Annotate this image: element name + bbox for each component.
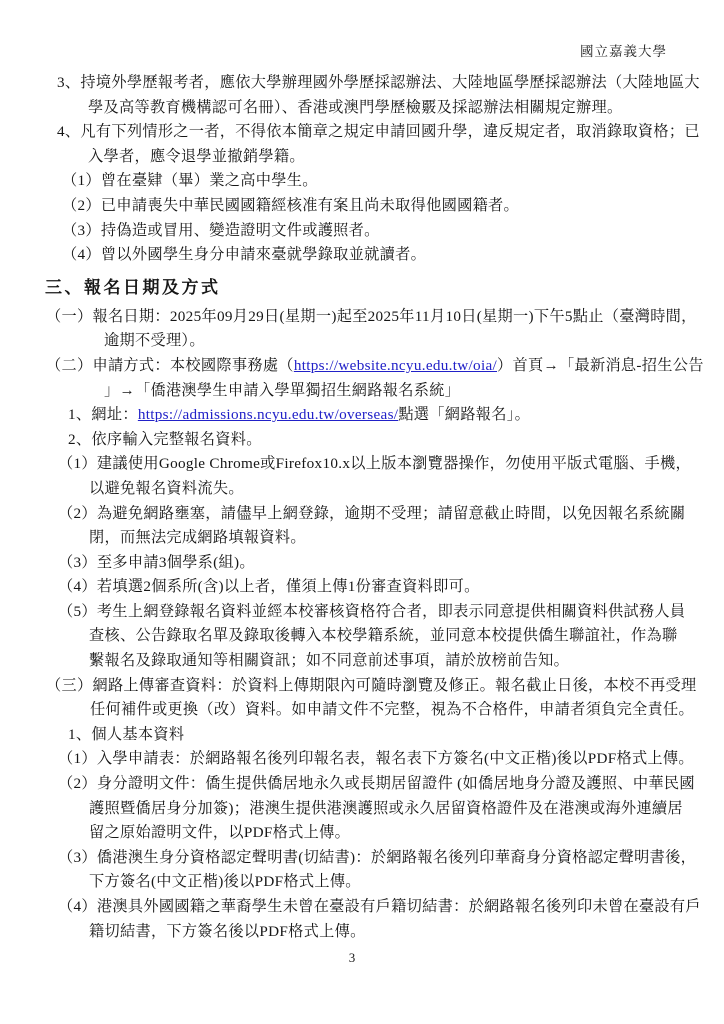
paragraph: （2）已申請喪失中華民國國籍經核准有案且尚未取得他國國籍者。 xyxy=(62,196,520,214)
paragraph: （1）建議使用Google Chrome或Firefox10.x以上版本瀏覽器操作，勿使用平版式電腦、手機， 以避免報名資料流失。 xyxy=(58,455,691,497)
document-body xyxy=(0,71,724,944)
paragraph: （3）持偽造或冒用、變造證明文件或護照者。 xyxy=(62,221,380,239)
paragraph: （2）為避免網路壅塞，請儘早上網登錄，逾期不受理；請留意截止時間，以免因報名系統關 閉，而無法完成網路填報資料。 xyxy=(58,504,686,547)
paragraph: （5）考生上網登錄報名資料並經本校審核資格符合者，即表示同意提供相關資料供試務人員 查核、公告錄取名單及錄取後轉入本校學籍系統，並同意本校提供僑生聯誼社，作為聯 繫報名及錄取通知等相關資訊；如不同意前述事項，請於放榜前告知。 xyxy=(58,602,686,670)
page-number: 3 xyxy=(348,950,356,965)
paragraph: 2、依序輸入完整報名資料。 xyxy=(68,430,262,448)
link[interactable]: https://website.ncyu.edu.tw/oia/ xyxy=(293,356,498,374)
paragraph: （3）僑港澳生身分資格認定聲明書(切結書)：於網路報名後列印華裔身分資格認定聲明書後， 下方簽名(中文正楷)後以PDF格式上傳。 xyxy=(58,848,697,891)
paragraph: 4、凡有下列情形之一者，不得依本簡章之規定申請回國升學，違反規定者，取消錄取資格；已 入學者，應令退學並撤銷學籍。 xyxy=(57,123,700,165)
paragraph: （4）若填選2個系所(含)以上者，僅須上傳1份審查資料即可。 xyxy=(58,578,480,596)
paragraph: 1、個人基本資料 xyxy=(68,725,185,743)
paragraph: （3）至多申請3個學系(組)。 xyxy=(58,553,255,571)
paragraph: （1）入學申請表：於網路報名後列印報名表，報名表下方簽名(中文正楷)後以PDF格式上傳。 xyxy=(58,750,694,768)
section-heading: 三、報名日期及方式 xyxy=(45,277,221,297)
paragraph: 3、持境外學歷報考者，應依大學辦理國外學歷採認辦法、大陸地區學歷採認辦法（大陸地區大 學及高等教育機構認可名冊）、香港或澳門學歷檢覈及採認辦法相關規定辦理。 xyxy=(57,74,700,116)
paragraph: （2）身分證明文件：僑生提供僑居地永久或長期居留證件 (如僑居地身分證及護照、中華民國 護照暨僑居身分加簽)；港澳生提供港澳護照或永久居留資格證件及在港澳或海外連續居 留之原始證明文件，以PDF格式上傳。 xyxy=(58,775,695,842)
page-footer xyxy=(0,950,704,966)
paragraph: 1、網址：https://admissions.ncyu.edu.tw/overseas/點選「網路報名」。 xyxy=(68,406,531,424)
school-name: 國立嘉義大學 xyxy=(580,44,667,59)
paragraph: （二）申請方式：本校國際事務處（https://website.ncyu.edu.tw/oia/）首頁→「最新消息-招生公告 」→「僑港澳學生申請入學單獨招生網路報名系統」 xyxy=(46,356,704,399)
paragraph: （1）曾在臺肄（畢）業之高中學生。 xyxy=(62,172,318,190)
paragraph: （4）曾以外國學生身分申請來臺就學錄取並就讀者。 xyxy=(62,246,427,264)
page-header xyxy=(0,40,667,60)
paragraph: （一）報名日期：2025年09月29日(星期一)起至2025年11月10日(星期一)下午5點止（臺灣時間， 逾期不受理）。 xyxy=(46,307,697,350)
link[interactable]: https://admissions.ncyu.edu.tw/overseas/ xyxy=(137,406,399,424)
paragraph: （4）港澳具外國國籍之華裔學生未曾在臺設有戶籍切結書：於網路報名後列印未曾在臺設有戶 籍切結書，下方簽名後以PDF格式上傳。 xyxy=(58,898,701,940)
paragraph: （三）網路上傳審查資料：於資料上傳期限內可隨時瀏覽及修正。報名截止日後，本校不再受理 任何補件或更換（改）資料。如申請文件不完整，視為不合格件，申請者須負完全責任。 xyxy=(46,676,697,719)
